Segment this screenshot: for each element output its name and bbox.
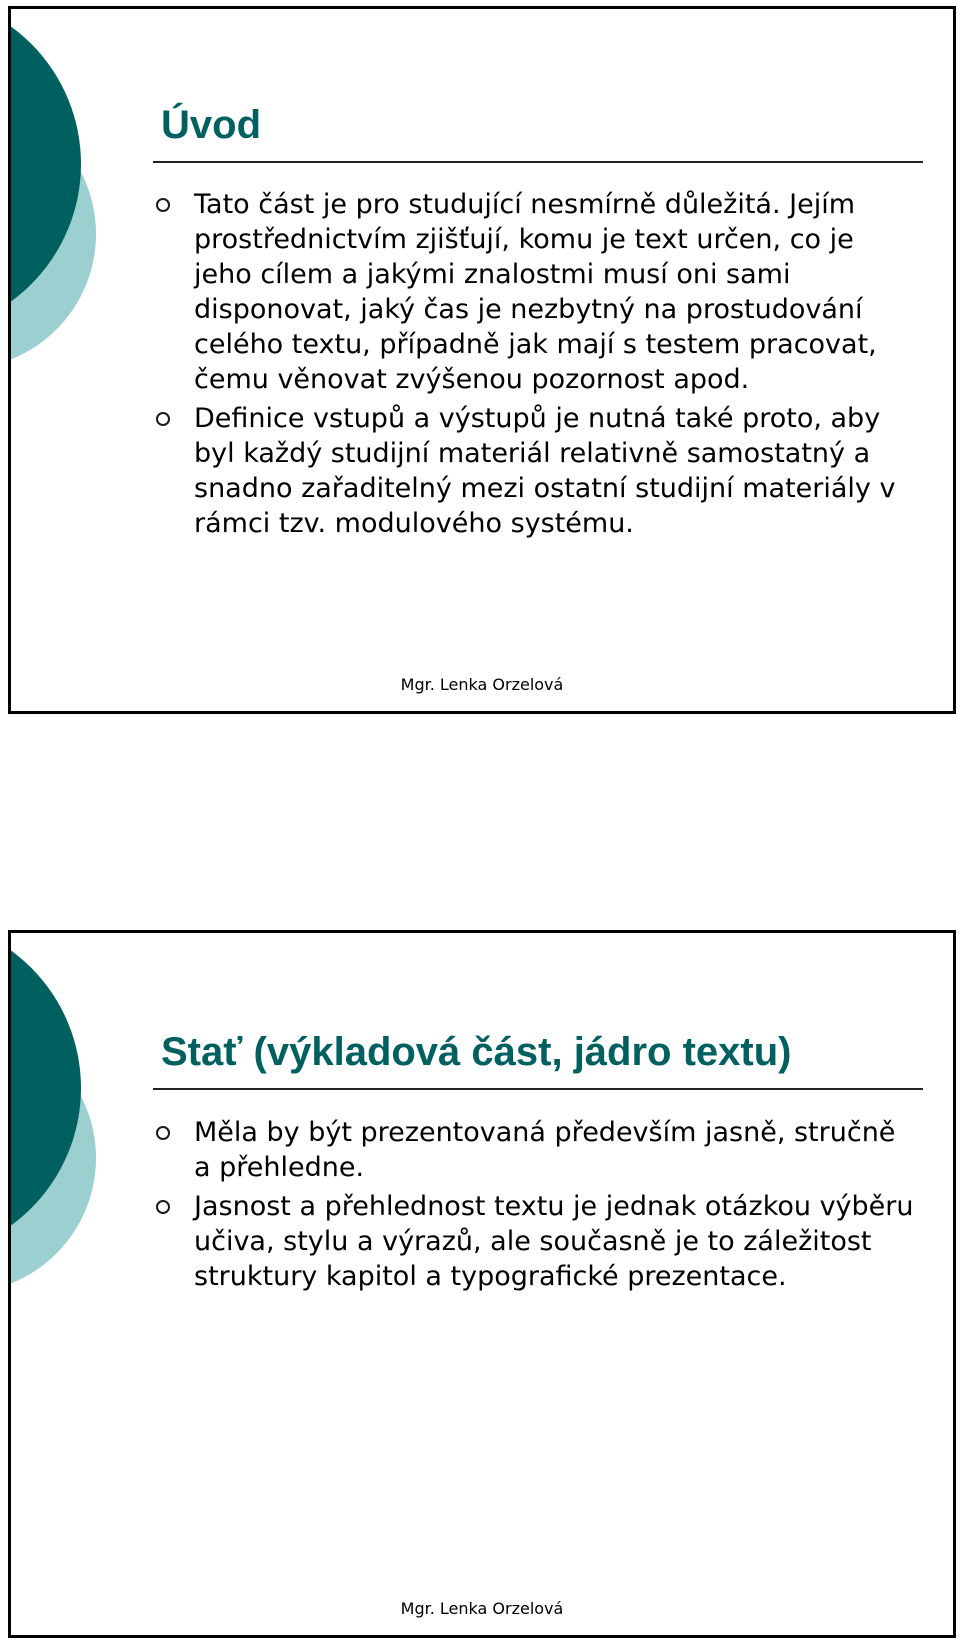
- bullet-item: [156, 1115, 916, 1185]
- bullet-text: Jasnost a přehlednost textu je jednak otázkou výběru učiva, stylu a výrazů, ale současně je to záležitost struktury kapitol a typografické prezentace.: [194, 1191, 914, 1292]
- bullet-item: [156, 187, 916, 397]
- bullet-list: [156, 187, 916, 545]
- title-divider: [153, 1088, 923, 1090]
- slide-decoration: [11, 9, 131, 429]
- bullet-list: [156, 1115, 916, 1298]
- bullet-circle-icon: [156, 1126, 170, 1140]
- slide-footer: Mgr. Lenka Orzelová: [400, 675, 564, 694]
- bullet-text: Měla by být prezentovaná především jasně, stručně a přehledne.: [194, 1117, 896, 1183]
- bullet-item: [156, 401, 916, 541]
- slide-footer: Mgr. Lenka Orzelová: [400, 1599, 564, 1618]
- slide-title: Stať (výkladová část, jádro textu): [161, 1030, 792, 1074]
- slide-uvod: [8, 6, 956, 714]
- bullet-circle-icon: [156, 198, 170, 212]
- bullet-text: Definice vstupů a výstupů je nutná také proto, aby byl každý studijní materiál relativně samostatný a snadno zařaditelný mezi ostatní studijní materiály v rámci tzv. modulového systému.: [194, 403, 896, 539]
- bullet-item: [156, 1189, 916, 1294]
- bullet-circle-icon: [156, 412, 170, 426]
- slide-decoration: [11, 933, 131, 1353]
- title-divider: [153, 161, 923, 163]
- bullet-circle-icon: [156, 1200, 170, 1214]
- slide-stat: [8, 930, 956, 1638]
- slide-title: Úvod: [161, 103, 261, 147]
- bullet-text: Tato část je pro studující nesmírně důležitá. Jejím prostřednictvím zjišťují, komu je text určen, co je jeho cílem a jakými znalostmi musí oni sami disponovat, jaký čas je nezbytný na prostudování celého textu, případně jak mají s testem pracovat, čemu věnovat zvýšenou pozornost apod.: [194, 189, 877, 395]
